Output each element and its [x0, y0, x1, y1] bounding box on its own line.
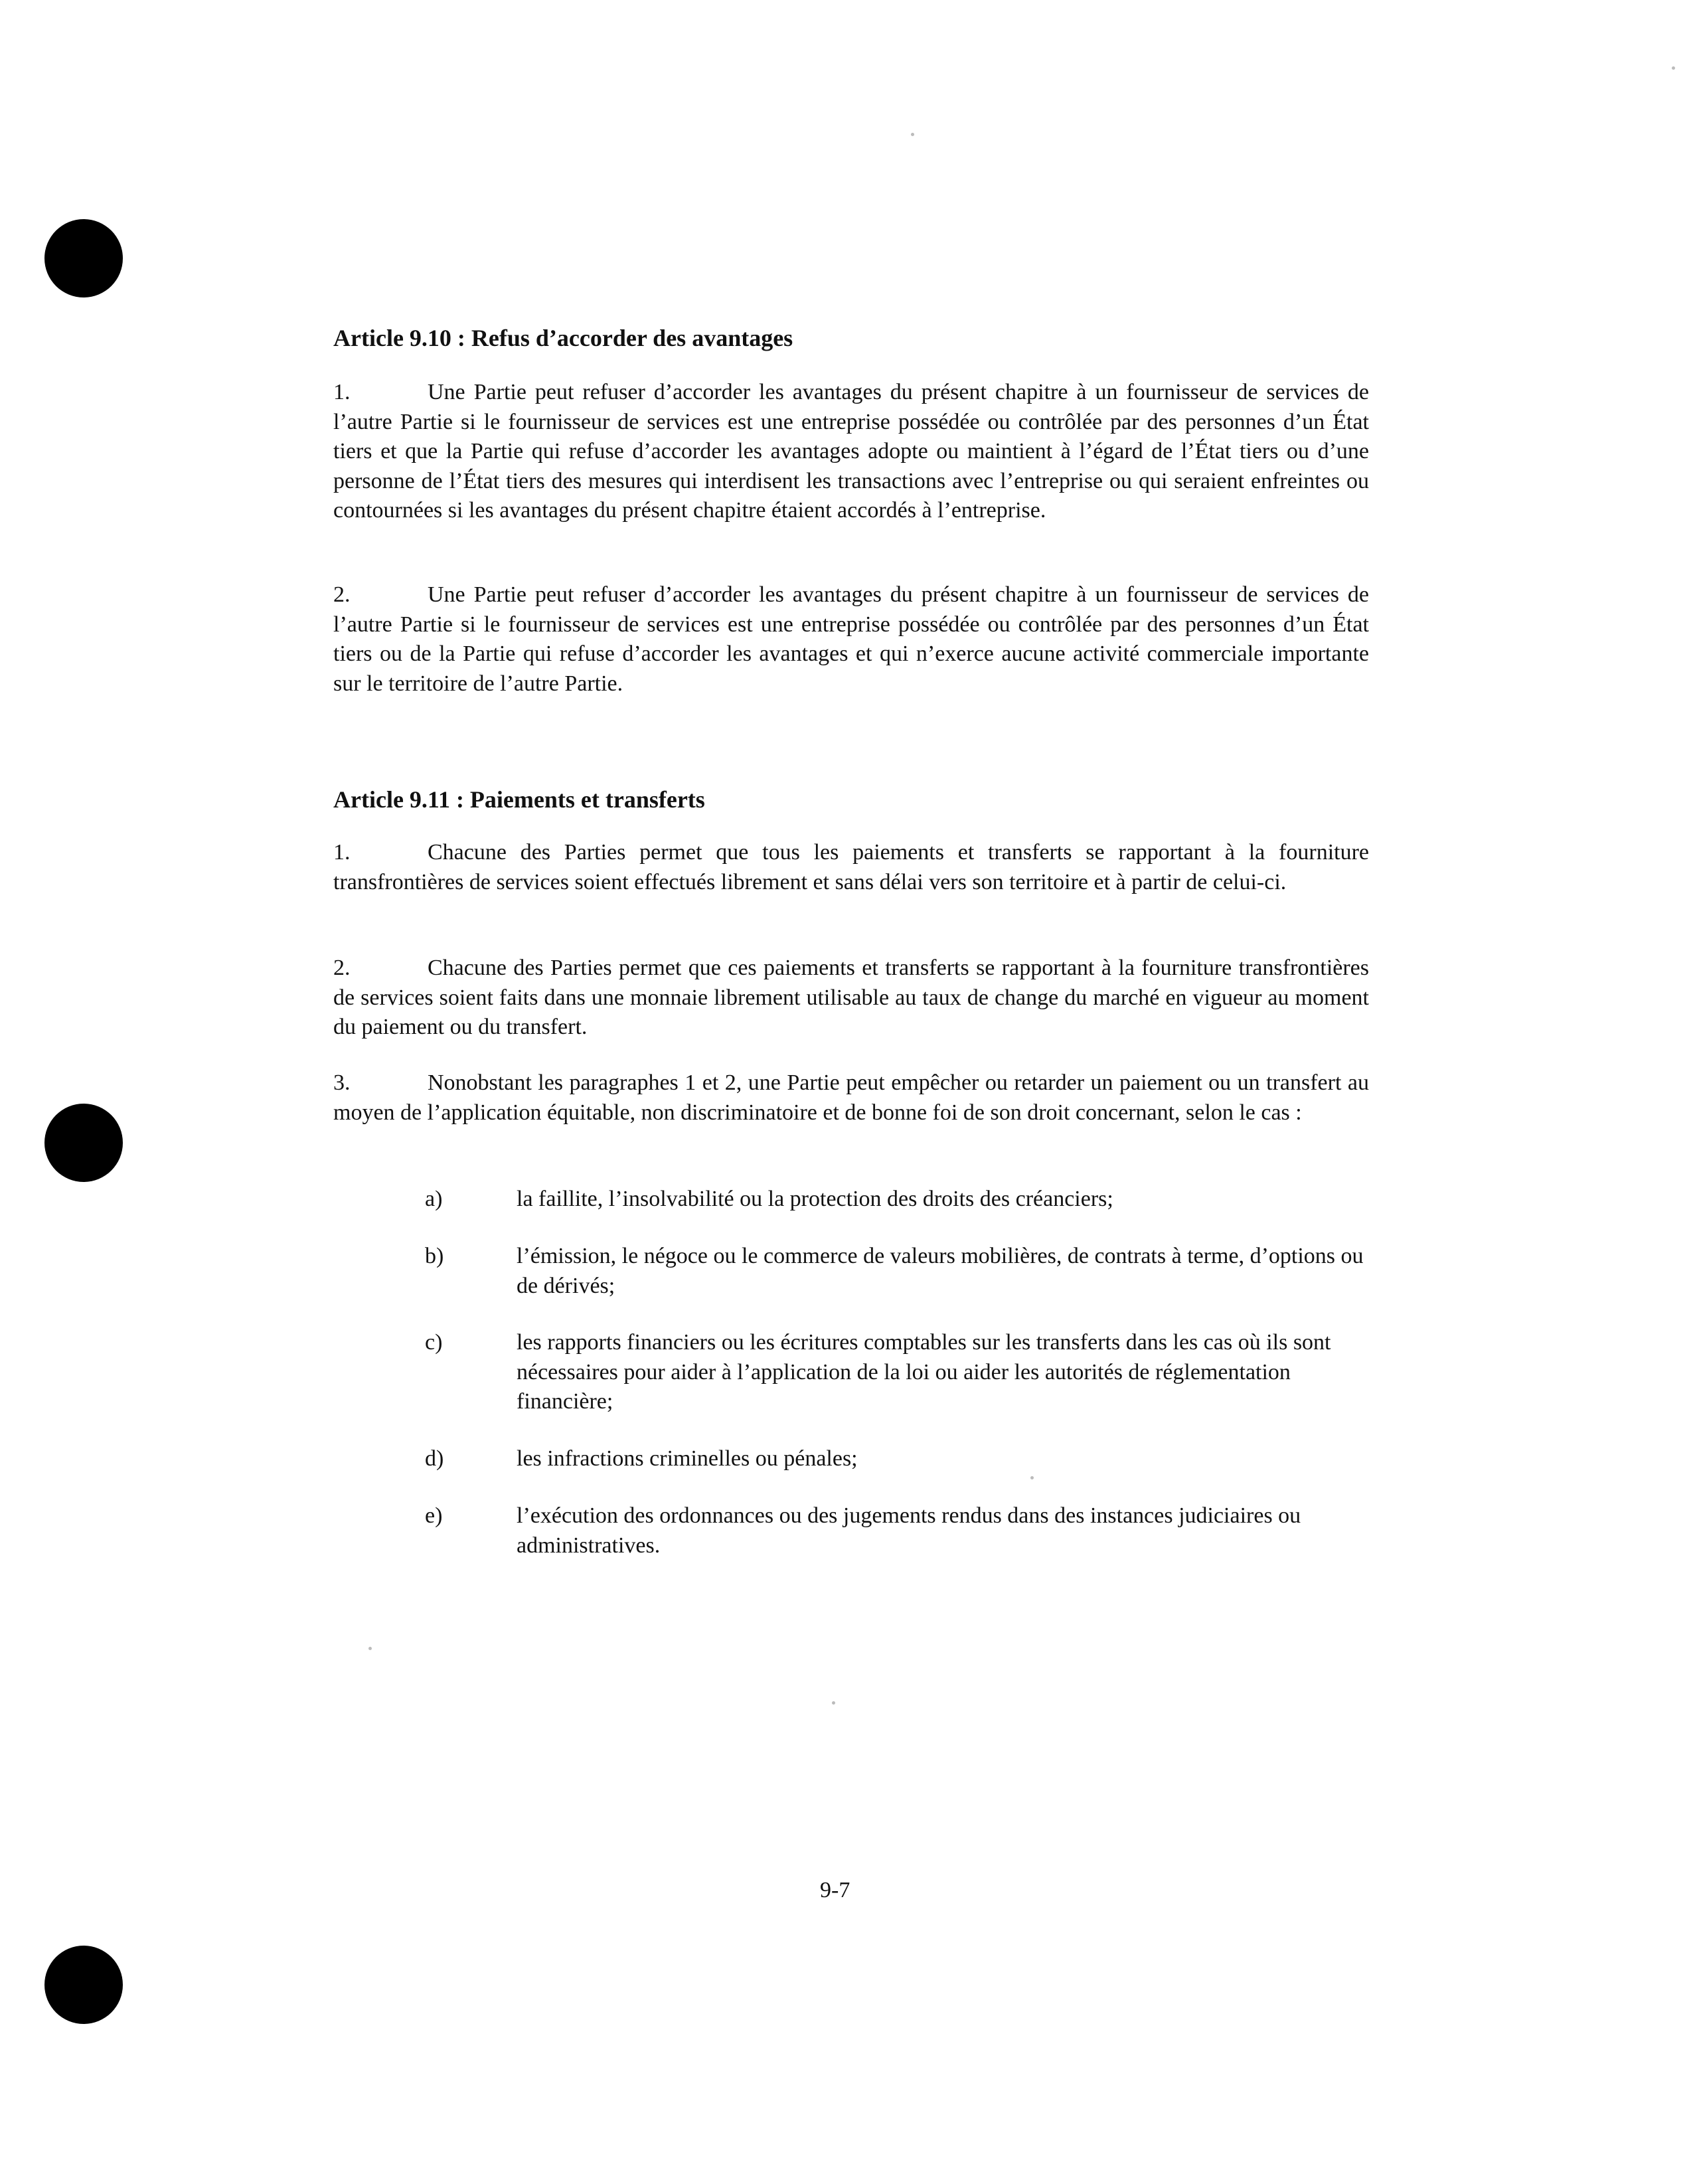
paragraph-text: Une Partie peut refuser d’accorder les avantages du présent chapitre à un fournisseur de services de l’autre Partie si le fournisseur de services est une entreprise possédée ou contrôlée par des personnes d’un État tiers ou de la Partie qui refuse d’accorder les avantages et qui n’exerce aucune activité commerciale importante sur le territoire de l’autre Partie. — [333, 582, 1369, 696]
paragraph-text: Nonobstant les paragraphes 1 et 2, une Partie peut empêcher ou retarder un paiement ou un transfert au moyen de l’application équitable, non discriminatoire et de bonne foi de son droit concernant, selon le cas : — [333, 1070, 1369, 1125]
article-9-11-paragraph-3 — [333, 1068, 1369, 1128]
scan-speck — [1672, 66, 1675, 70]
paragraph-number: 1. — [333, 380, 351, 404]
list-item-text: les infractions criminelles ou pénales; — [517, 1446, 858, 1471]
binder-hole-bottom — [44, 1946, 123, 2024]
article-9-10-paragraph-1 — [333, 378, 1369, 526]
paragraph-text: Chacune des Parties permet que tous les paiements et transferts se rapportant à la fourniture transfrontières de services soient effectués librement et sans délai vers son territoire et à partir de celui-ci. — [333, 840, 1369, 894]
list-marker: e) — [425, 1503, 443, 1528]
list-marker: c) — [425, 1330, 443, 1355]
article-9-10-title: Article 9.10 : Refus d’accorder des avantages — [333, 325, 793, 351]
paragraph-text: Une Partie peut refuser d’accorder les avantages du présent chapitre à un fournisseur de services de l’autre Partie si le fournisseur de services est une entreprise possédée ou contrôlée par des personnes d’un État tiers et que la Partie qui refuse d’accorder les avantages adopte ou maintient à l’égard de l’État tiers ou d’une personne de l’État tiers des mesures qui interdisent les transactions avec l’entreprise ou qui seraient enfreintes ou contournées si les avantages du présent chapitre étaient accordés à l’entreprise. — [333, 380, 1369, 523]
binder-hole-middle — [44, 1104, 123, 1182]
list-item-text: les rapports financiers ou les écritures comptables sur les transferts dans les cas où ils sont nécessaires pour aider à l’application de la loi ou aider les autorités de réglementation financière; — [517, 1330, 1331, 1414]
scan-speck — [368, 1647, 372, 1650]
page-number: 9-7 — [820, 1878, 850, 1902]
scan-speck — [911, 133, 914, 136]
list-item-text: l’exécution des ordonnances ou des jugements rendus dans des instances judiciaires ou administratives. — [517, 1503, 1301, 1558]
binder-hole-top — [44, 219, 123, 297]
paragraph-number: 3. — [333, 1070, 351, 1095]
paragraph-number: 1. — [333, 840, 351, 865]
paragraph-number: 2. — [333, 582, 351, 607]
article-9-11-title: Article 9.11 : Paiements et transferts — [333, 786, 705, 813]
paragraph-number: 2. — [333, 956, 351, 980]
list-marker: a) — [425, 1187, 443, 1211]
list-marker: b) — [425, 1244, 444, 1268]
article-9-11-paragraph-1 — [333, 838, 1369, 897]
scan-speck — [832, 1701, 835, 1705]
list-marker: d) — [425, 1446, 444, 1471]
scan-speck — [1030, 1476, 1034, 1479]
paragraph-text: Chacune des Parties permet que ces paiements et transferts se rapportant à la fourniture transfrontières de services soient faits dans une monnaie librement utilisable au taux de change du marché en vigueur au moment du paiement ou du transfert. — [333, 956, 1369, 1039]
list-item-text: l’émission, le négoce ou le commerce de valeurs mobilières, de contrats à terme, d’options ou de dérivés; — [517, 1244, 1364, 1298]
article-9-11-paragraph-2 — [333, 954, 1369, 1043]
article-9-10-paragraph-2 — [333, 580, 1369, 699]
list-item-text: la faillite, l’insolvabilité ou la protection des droits des créanciers; — [517, 1187, 1113, 1211]
